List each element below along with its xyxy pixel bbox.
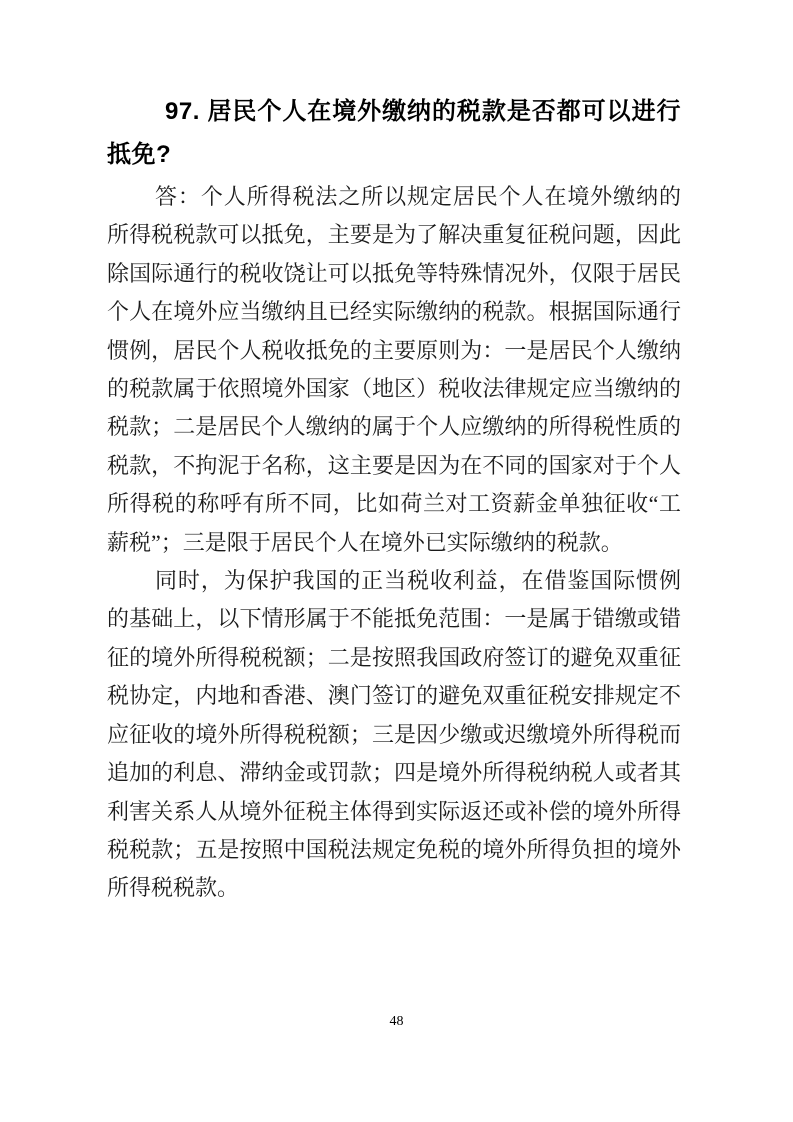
page-number: 48 [389,1014,404,1029]
section-heading: 97. 居民个人在境外缴纳的税款是否都可以进行抵免? [107,98,681,168]
answer-paragraph-1: 答：个人所得税法之所以规定居民个人在境外缴纳的所得税税款可以抵免，主要是为了解决重复征税问题，因此除国际通行的税收饶让可以抵免等特殊情况外，仅限于居民个人在境外应当缴纳且已经实际缴纳的税款。根据国际通行惯例，居民个人税收抵免的主要原则为：一是居民个人缴纳的税款属于依照境外国家（地区）税收法律规定应当缴纳的税款；二是居民个人缴纳的属于个人应缴纳的所得税性质的税款，不拘泥于名称，这主要是因为在不同的国家对于个人所得税的称呼有所不同，比如荷兰对工资薪金单独征收“工薪税”；三是限于居民个人在境外已实际缴纳的税款。 [107,184,681,555]
answer-paragraph-2: 同时，为保护我国的正当税收利益，在借鉴国际惯例的基础上，以下情形属于不能抵免范围：一是属于错缴或错征的境外所得税税额；二是按照我国政府签订的避免双重征税协定，内地和香港、澳门签订的避免双重征税安排规定不应征收的境外所得税税额；三是因少缴或迟缴境外所得税而追加的利息、滞纳金或罚款；四是境外所得税纳税人或者其利害关系人从境外征税主体得到实际返还或补偿的境外所得税税款；五是按照中国税法规定免税的境外所得负担的境外所得税税款。 [107,568,681,901]
